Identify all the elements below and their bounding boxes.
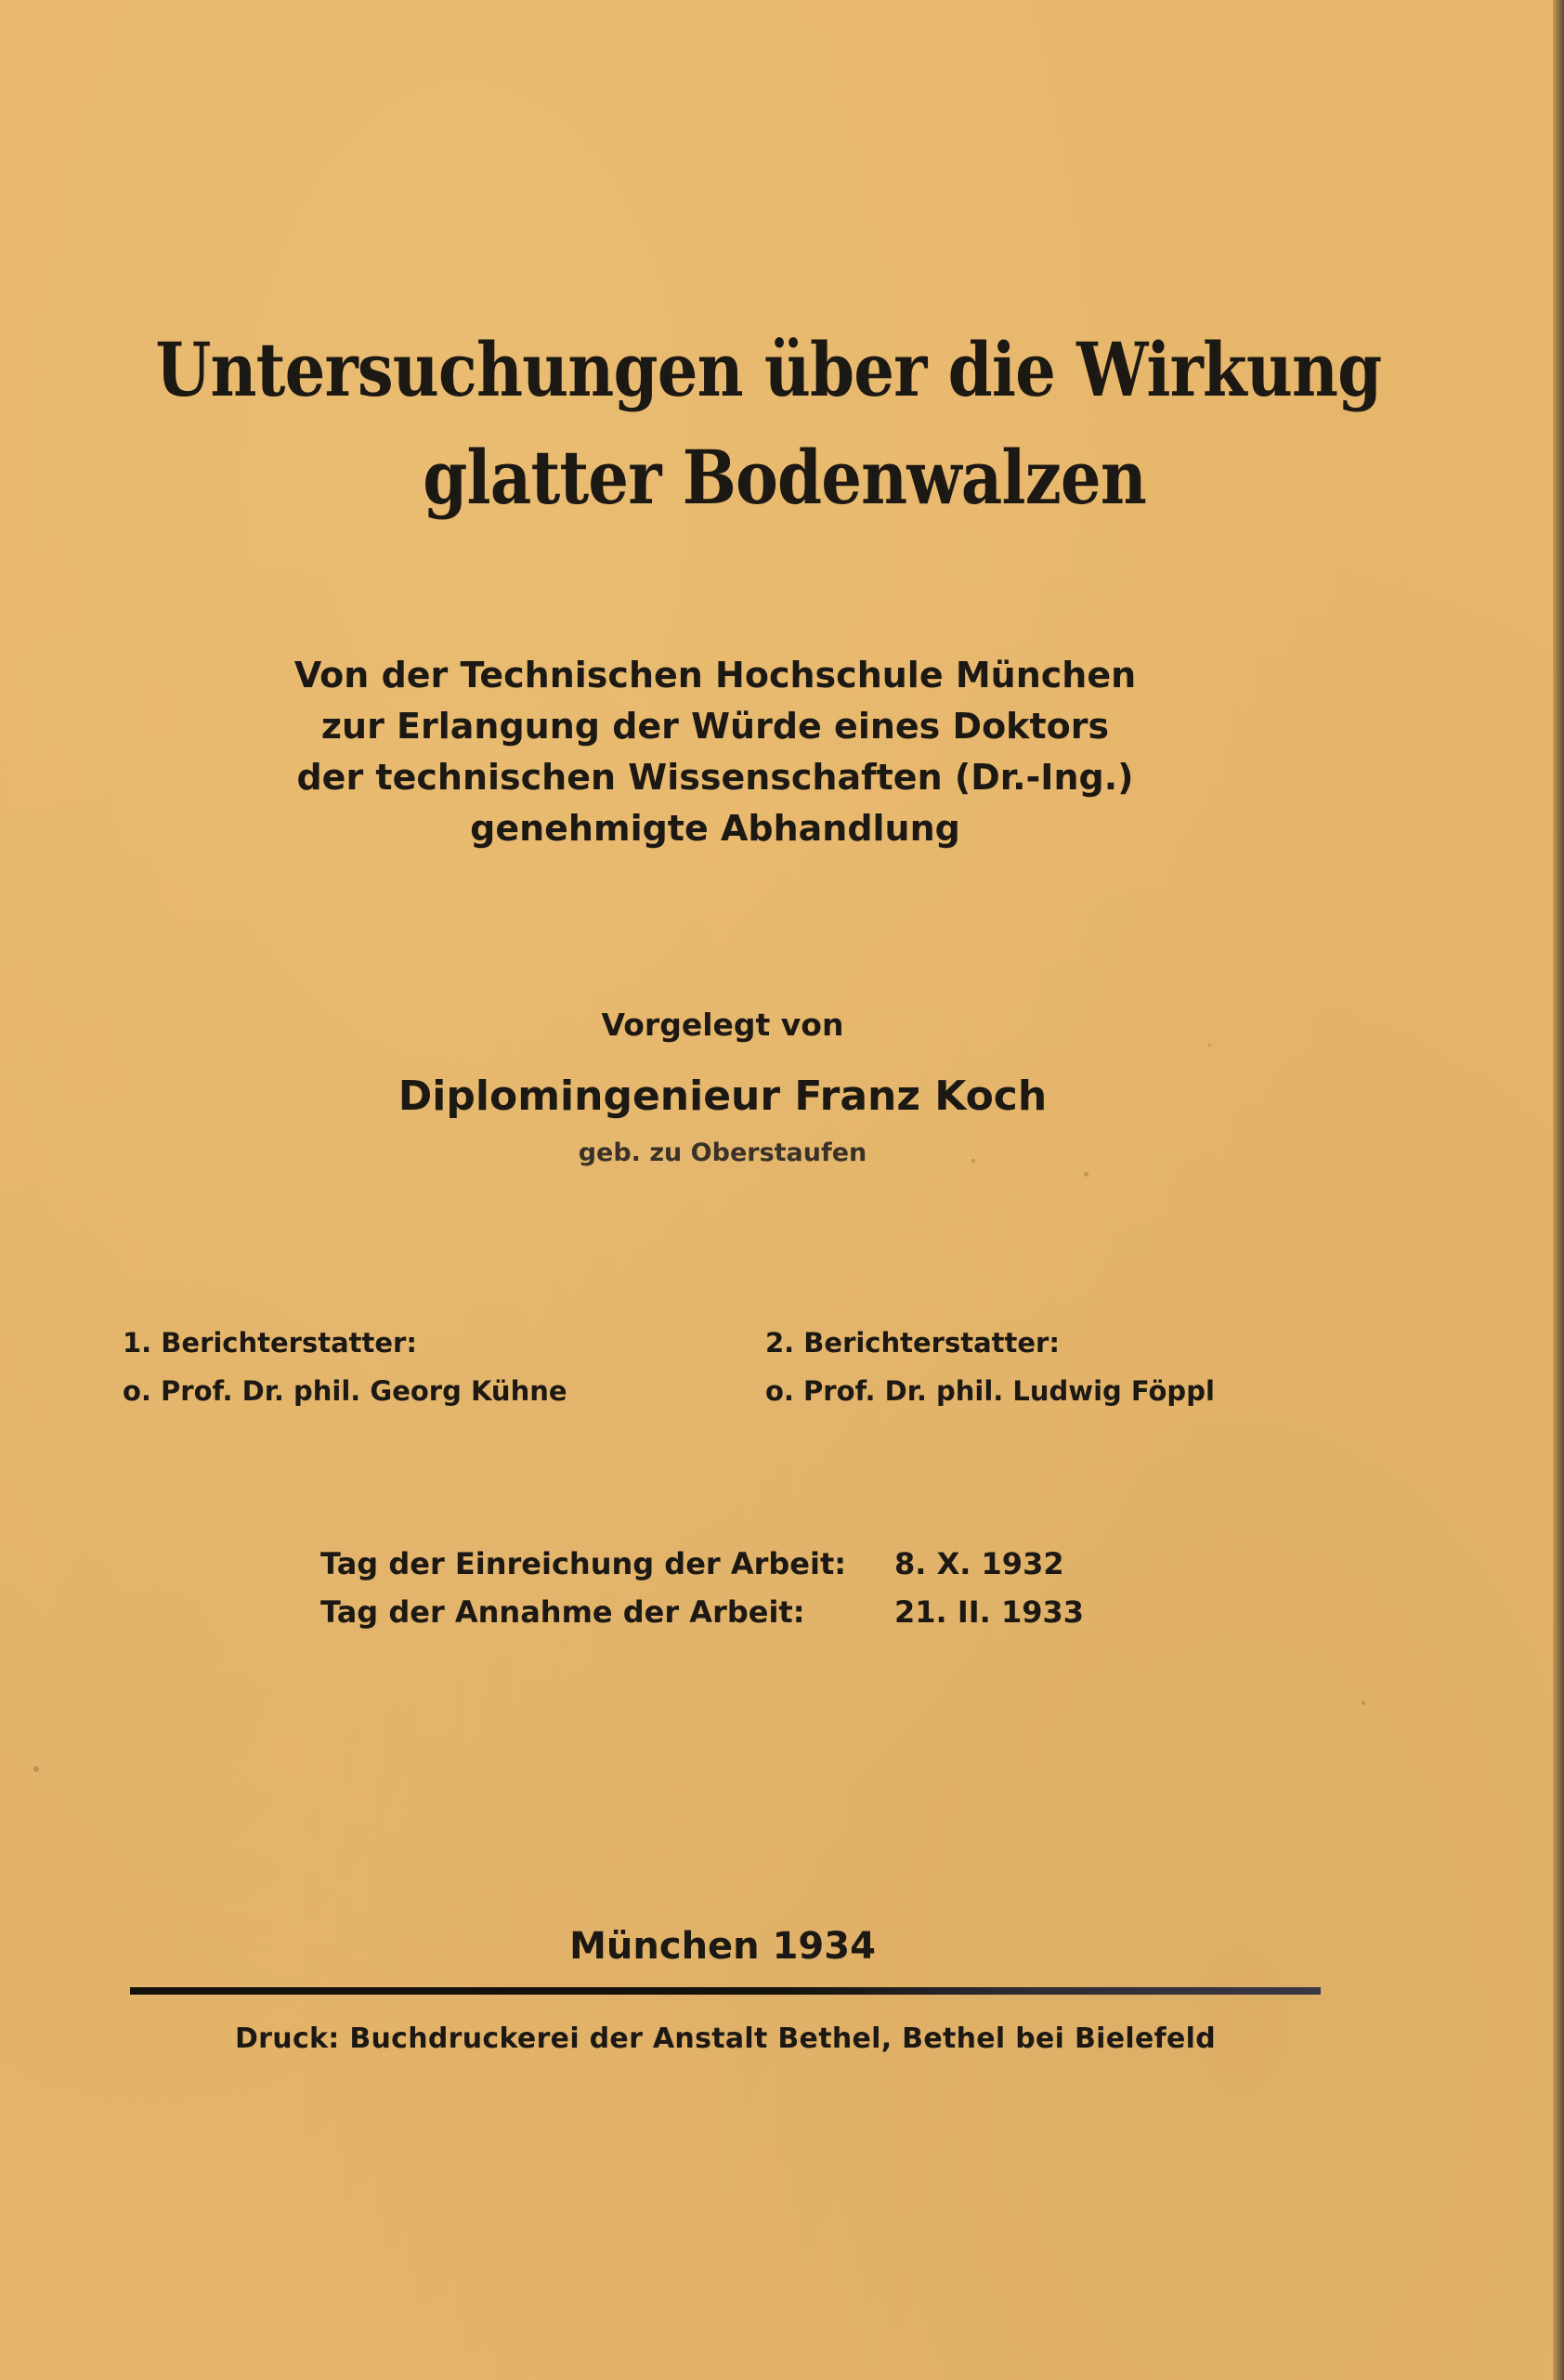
printer-imprint: Druck: Buchdruckerei der Anstalt Bethel, Bethel bei Bielefeld bbox=[234, 2022, 1216, 2055]
horizontal-rule bbox=[130, 1987, 1321, 1995]
submission-date-value: 8. X. 1932 bbox=[894, 1546, 1064, 1581]
first-examiner-role: 1. Berichterstatter: bbox=[123, 1327, 417, 1359]
dissertation-line-3: der technischen Wissenschaften (Dr.-Ing.) bbox=[296, 757, 1134, 798]
author-name: Diplomingenieur Franz Koch bbox=[398, 1073, 1048, 1120]
acceptance-date-row bbox=[320, 1588, 1084, 1636]
title-line-2: glatter Bodenwalzen bbox=[423, 434, 1146, 521]
author-birthplace: geb. zu Oberstaufen bbox=[578, 1138, 867, 1167]
dissertation-line-1: Von der Technischen Hochschule München bbox=[293, 655, 1137, 696]
paper-speck bbox=[971, 1159, 975, 1163]
paper-speck bbox=[1208, 1044, 1211, 1047]
presented-by-label: Vorgelegt von bbox=[601, 1007, 844, 1043]
acceptance-date-value: 21. II. 1933 bbox=[894, 1594, 1084, 1630]
second-examiner bbox=[765, 1319, 1215, 1415]
second-examiner-role: 2. Berichterstatter: bbox=[765, 1327, 1060, 1359]
title-line-1: Untersuchungen über die Wirkung bbox=[155, 326, 1382, 413]
second-examiner-name: o. Prof. Dr. phil. Ludwig Föppl bbox=[765, 1375, 1215, 1407]
place-and-year: München 1934 bbox=[569, 1925, 876, 1968]
submission-date-row bbox=[320, 1540, 1084, 1588]
dissertation-line-2: zur Erlangung der Würde eines Doktors bbox=[320, 706, 1110, 747]
submission-date-label: Tag der Einreichung der Arbeit: bbox=[320, 1546, 847, 1581]
page-edge-shadow bbox=[1553, 0, 1564, 2380]
document-title bbox=[109, 316, 1444, 531]
paper-speck bbox=[1362, 1701, 1365, 1705]
submission-dates bbox=[320, 1540, 1084, 1636]
first-examiner bbox=[123, 1319, 567, 1415]
first-examiner-name: o. Prof. Dr. phil. Georg Kühne bbox=[123, 1375, 567, 1407]
acceptance-date-label: Tag der Annahme der Arbeit: bbox=[320, 1594, 805, 1630]
dissertation-line-4: genehmigte Abhandlung bbox=[470, 808, 960, 849]
dissertation-statement bbox=[0, 650, 1430, 854]
paper-speck bbox=[33, 1766, 39, 1772]
paper-speck bbox=[1084, 1172, 1088, 1177]
